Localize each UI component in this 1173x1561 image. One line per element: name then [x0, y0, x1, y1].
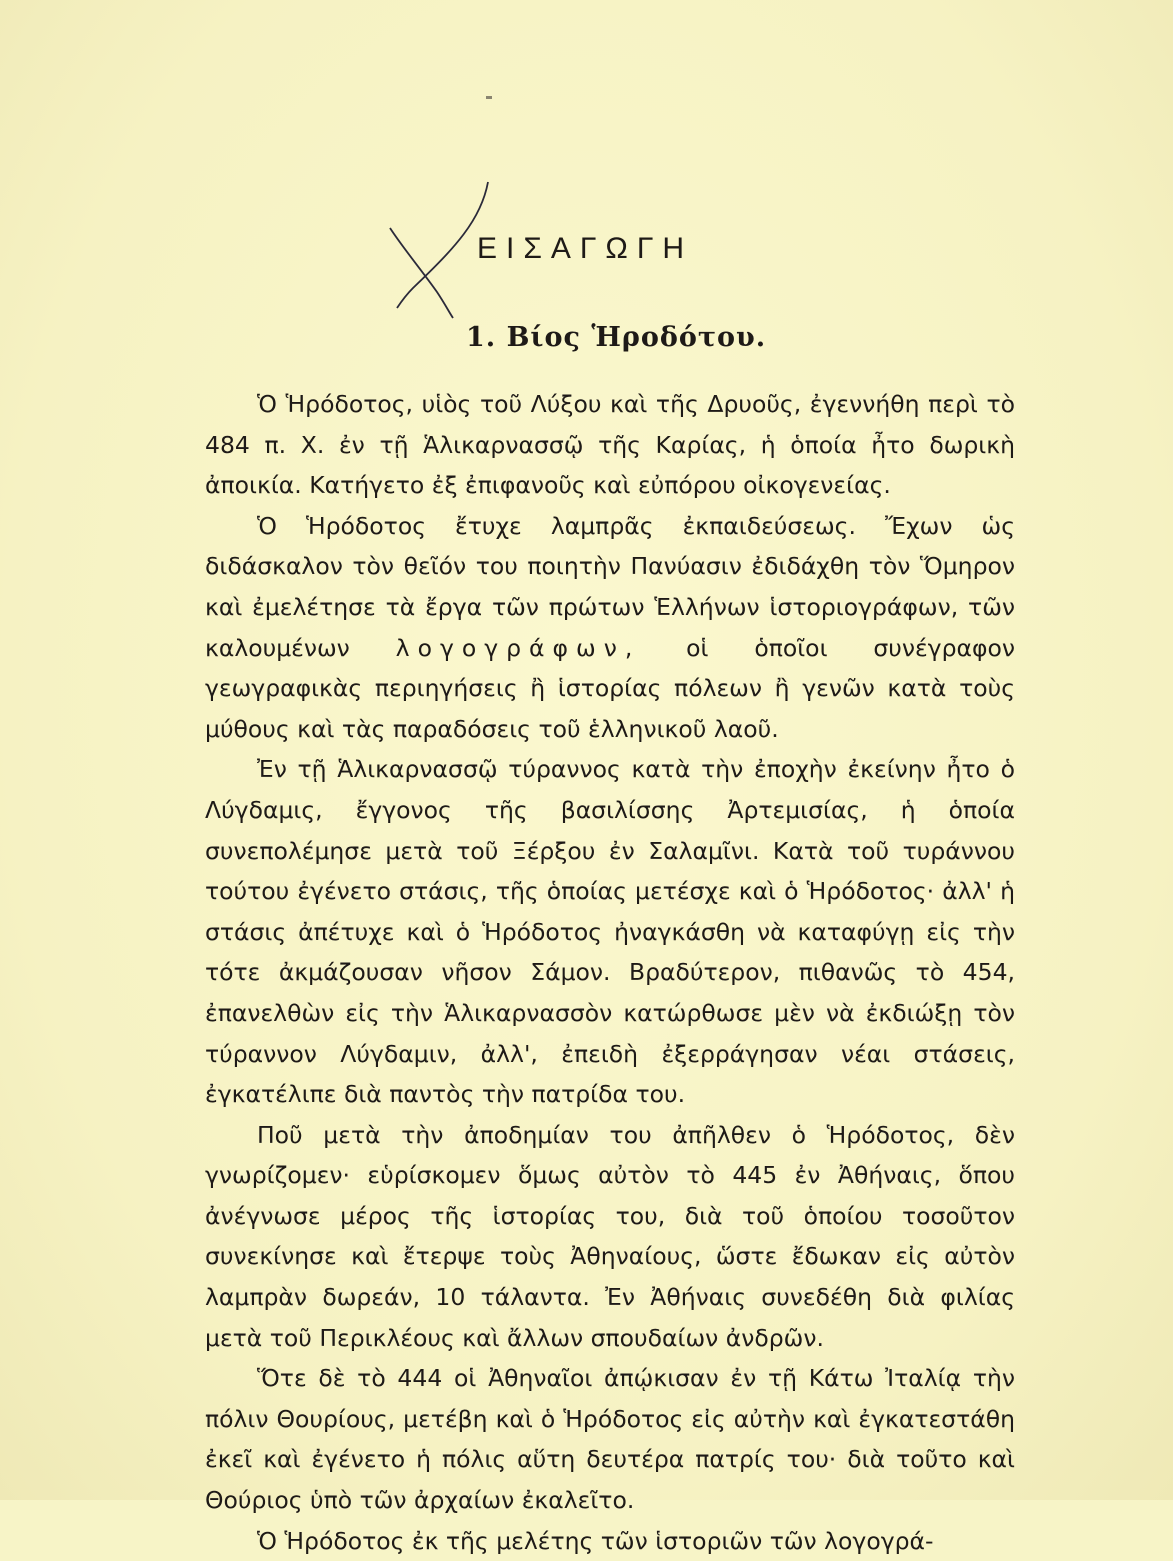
- section-title: 1. Βίος Ἡροδότου.: [466, 322, 767, 353]
- spaced-term: λογογράφων,: [395, 633, 641, 662]
- paragraph-text: οἱ ὁποῖοι συνέγραφον γεωγραφικὰς περιηγήσεις ἢ ἱστορίας πόλεων ἢ γενῶν κατὰ τοὺς μύθους καὶ τὰς παραδόσεις τοῦ ἑλληνικοῦ λαοῦ.: [205, 633, 1015, 743]
- paragraph: Ὁ Ἡρόδοτος, υἱὸς τοῦ Λύξου καὶ τῆς Δρυοῦς, ἐγεννήθη περὶ τὸ 484 π. Χ. ἐν τῇ Ἁλικαρνασσῷ τῆς Καρίας, ἡ ὁποία ἦτο δωρικὴ ἀποικία. Κατήγετο ἐξ ἐπιφανοῦς καὶ εὐπόρου οἰκογενείας.: [205, 390, 1015, 500]
- paragraph: Ποῦ μετὰ τὴν ἀποδημίαν του ἀπῆλθεν ὁ Ἡρόδοτος, δὲν γνωρίζομεν· εὑρίσκομεν ὅμως αὐτὸν τὸ 445 ἐν Ἀθήναις, ὅπου ἀνέγνωσε μέρος τῆς ἱστορίας του, διὰ τοῦ ὁποίου τοσοῦτον συνεκίνησε καὶ ἔτερψε τοὺς Ἀθηναίους, ὥστε ἔδωκαν εἰς αὐτὸν λαμπρὰν δωρεάν, 10 τάλαντα. Ἐν Ἀθήναις συνεδέθη διὰ φιλίας μετὰ τοῦ Περικλέους καὶ ἄλλων σπουδαίων ἀνδρῶν.: [205, 1120, 1015, 1352]
- ink-speck: [486, 96, 492, 99]
- body-text: [205, 384, 1015, 1561]
- paragraph: Ὅτε δὲ τὸ 444 οἱ Ἀθηναῖοι ἀπῴκισαν ἐν τῇ Κάτω Ἰταλίᾳ τὴν πόλιν Θουρίους, μετέβη καὶ ὁ Ἡρόδοτος εἰς αὐτὴν καὶ ἐγκατεστάθη ἐκεῖ καὶ ἐγένετο ἡ πόλις αὕτη δευτέρα πατρίς του· διὰ τοῦτο καὶ Θούριος ὑπὸ τῶν ἀρχαίων ἐκαλεῖτο.: [205, 1364, 1015, 1515]
- paragraph: Ὁ Ἡρόδοτος ἐκ τῆς μελέτης τῶν ἱστοριῶν τῶν λογογρά-: [257, 1526, 934, 1555]
- paragraph-text: Ὁ Ἡρόδοτος ἔτυχε λαμπρᾶς ἐκπαιδεύσεως. Ἔχων ὡς διδάσκαλον τὸν θεῖόν του ποιητὴν Πανύασιν ἐδιδάχθη τὸν Ὅμηρον καὶ ἐμελέτησε τὰ ἔργα τῶν πρώτων Ἑλλήνων ἱστοριογράφων, τῶν καλουμένων: [205, 511, 1015, 662]
- page-heading: ΕΙΣΑΓΩΓΗ: [477, 232, 694, 265]
- paragraph: Ἐν τῇ Ἁλικαρνασσῷ τύραννος κατὰ τὴν ἐποχὴν ἐκείνην ἦτο ὁ Λύγδαμις, ἔγγονος τῆς βασιλίσσης Ἀρτεμισίας, ἡ ὁποία συνεπολέμησε μετὰ τοῦ Ξέρξου ἐν Σαλαμῖνι. Κατὰ τοῦ τυράννου τούτου ἐγένετο στάσις, τῆς ὁποίας μετέσχε καὶ ὁ Ἡρόδοτος· ἀλλ' ἡ στάσις ἀπέτυχε καὶ ὁ Ἡρόδοτος ἠναγκάσθη νὰ καταφύγῃ εἰς τὴν τότε ἀκμάζουσαν νῆσον Σάμον. Βραδύτερον, πιθανῶς τὸ 454, ἐπανελθὼν εἰς τὴν Ἁλικαρνασσὸν κατώρθωσε μὲν νὰ ἐκδιώξῃ τὸν τύραννον Λύγδαμιν, ἀλλ', ἐπειδὴ ἐξερράγησαν νέαι στάσεις, ἐγκατέλιπε διὰ παντὸς τὴν πατρίδα του.: [205, 755, 1015, 1109]
- paragraph: [205, 506, 1015, 750]
